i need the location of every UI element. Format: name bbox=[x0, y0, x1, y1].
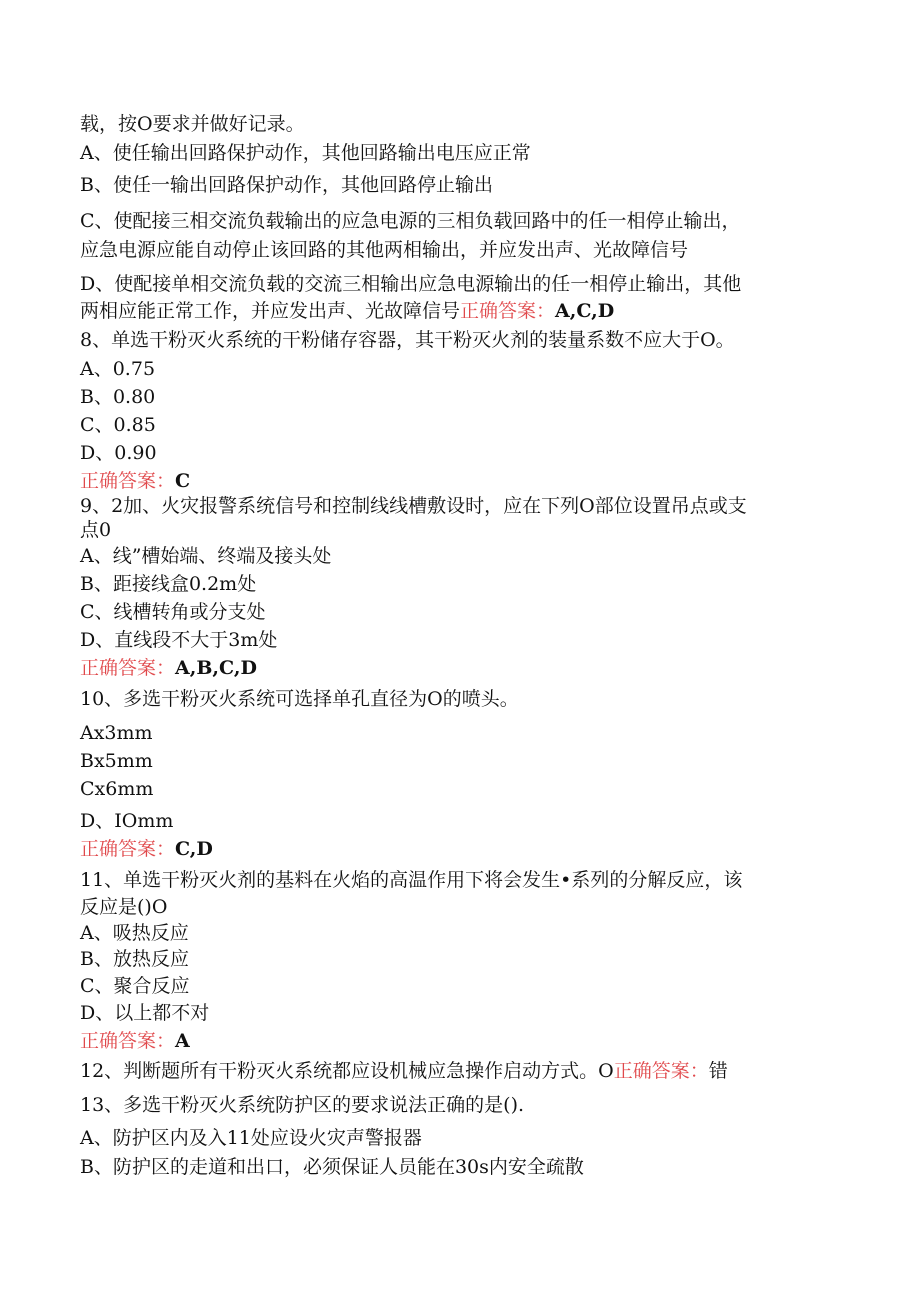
option-b: B、距接线盒0.2m处 bbox=[80, 573, 257, 595]
question-10: 10、多选干粉灭火系统可选择单孔直径为O的喷头。 bbox=[80, 688, 519, 710]
answer-value: C,D bbox=[175, 838, 213, 860]
option-a: A、吸热反应 bbox=[80, 922, 189, 944]
option-a: A、防护区内及入11处应设火灾声警报器 bbox=[80, 1127, 422, 1149]
text-line: 载，按O要求并做好记录。 bbox=[80, 113, 305, 135]
text-line: 点0 bbox=[80, 519, 112, 541]
option-a: A、线”槽始端、终端及接头处 bbox=[80, 545, 332, 567]
answer-label: 正确答案： bbox=[80, 470, 176, 492]
answer-label: 正确答案： bbox=[80, 657, 176, 679]
answer-value: A,B,C,D bbox=[175, 657, 257, 679]
option-c: C、使配接三相交流负载输出的应急电源的三相负载回路中的任一相停止输出， bbox=[80, 210, 741, 232]
option-a: A、0.75 bbox=[80, 358, 156, 380]
question-12 bbox=[80, 1059, 728, 1083]
answer-line bbox=[80, 656, 257, 680]
option-c: C、聚合反应 bbox=[80, 975, 190, 997]
question-text: 12、判断题所有干粉灭火系统都应设机械应急操作启动方式。O bbox=[80, 1060, 614, 1082]
answer-line bbox=[80, 1029, 190, 1053]
question-13: 13、多选干粉灭火系统防护区的要求说法正确的是(). bbox=[80, 1094, 525, 1116]
option-b: B、放热反应 bbox=[80, 948, 189, 970]
option-a: Ax3mm bbox=[80, 722, 153, 744]
text-line: 应急电源应能自动停止该回路的其他两相输出，并应发出声、光故障信号 bbox=[80, 239, 689, 261]
question-11: 11、单选干粉灭火剂的基料在火焰的高温作用下将会发生•系列的分解反应，该 bbox=[80, 869, 743, 891]
text-fragment: 两相应能正常工作，并应发出声、光故障信号 bbox=[80, 300, 461, 322]
answer-line bbox=[80, 837, 213, 861]
question-8: 8、单选干粉灭火系统的干粉储存容器，其干粉灭火剂的装量系数不应大于O。 bbox=[80, 329, 735, 351]
option-b: B、防护区的走道和出口，必须保证人员能在30s内安全疏散 bbox=[80, 1156, 584, 1178]
answer-label: 正确答案： bbox=[613, 1060, 709, 1082]
option-b: B、使任一输出回路保护动作，其他回路停止输出 bbox=[80, 174, 493, 196]
option-d: D、0.90 bbox=[80, 442, 157, 464]
option-d: D、使配接单相交流负载的交流三相输出应急电源输出的任一相停止输出，其他 bbox=[80, 273, 742, 295]
option-d: D、以上都不对 bbox=[80, 1002, 210, 1024]
answer-value: C bbox=[175, 470, 191, 492]
question-9: 9、2加、火灾报警系统信号和控制线线槽敷设时，应在下列O部位设置吊点或支 bbox=[80, 495, 747, 517]
text-line: 反应是()O bbox=[80, 896, 168, 918]
option-d: D、直线段不大于3m处 bbox=[80, 629, 278, 651]
option-c: Cx6mm bbox=[80, 778, 154, 800]
answer-label: 正确答案： bbox=[80, 838, 176, 860]
answer-line bbox=[80, 469, 190, 493]
option-c: C、线槽转角或分支处 bbox=[80, 601, 266, 623]
answer-value: A bbox=[175, 1030, 190, 1052]
text-line-with-answer bbox=[80, 299, 614, 323]
option-c: C、0.85 bbox=[80, 414, 156, 436]
answer-value: A,C,D bbox=[555, 300, 615, 322]
answer-label: 正确答案： bbox=[460, 300, 556, 322]
option-a: A、使任输出回路保护动作，其他回路输出电压应正常 bbox=[80, 142, 531, 164]
option-b: Bx5mm bbox=[80, 750, 153, 772]
answer-label: 正确答案： bbox=[80, 1030, 176, 1052]
option-b: B、0.80 bbox=[80, 386, 156, 408]
answer-value: 错 bbox=[708, 1060, 728, 1082]
option-d: D、IOmm bbox=[80, 810, 174, 832]
